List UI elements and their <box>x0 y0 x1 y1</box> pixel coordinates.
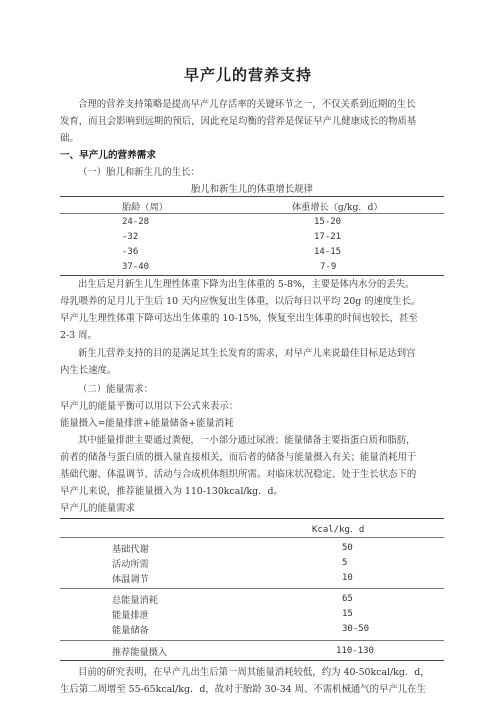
table1-caption: 胎儿和新生儿的体重增长规律 <box>191 184 313 195</box>
table-row <box>60 570 444 585</box>
table-cell: -36 <box>122 246 139 257</box>
energy-paragraph <box>60 432 444 500</box>
table-row <box>60 540 444 555</box>
section-heading <box>60 147 444 181</box>
text-line: 早产儿生理性体重下降可达出生体重的 10-15%，恢复至出生体重的时间也较长，甚至 <box>60 313 418 324</box>
table-cell: 15-20 <box>314 216 342 227</box>
table-cell: 10 <box>342 572 353 583</box>
table2-group2 <box>60 591 444 636</box>
text-line: 生后第二周增至 55-65kcal/kg．d，故对于胎龄 30-34 周、不需机械通气的早产儿在生 <box>60 684 426 695</box>
table-cell: 推荐能量摄入 <box>112 646 168 658</box>
table2-group-rule <box>60 588 444 589</box>
text-line: 新生儿营养支持的目的是满足其生长发育的需求，对早产儿来说最佳目标是达到宫 <box>78 348 416 359</box>
table1-header-cell: 胎龄（周） <box>122 201 168 213</box>
table-cell: 110-130 <box>336 645 374 656</box>
text-line: 合理的营养支持策略是提高早产儿存活率的关键环节之一，不仅关系到近期的生长 <box>78 99 416 110</box>
text-line: 目前的研究表明，在早产儿出生后第一周其能量消耗较低，约为 40-50kcal/kg．d， <box>78 667 430 678</box>
table-cell: 14-15 <box>314 246 342 257</box>
text-line: 发育，而且会影响到远期的预后，因此充足均衡的营养是保证早产儿健康成长的物质基 <box>60 116 417 127</box>
subheading: （二）能量需求： <box>78 384 154 395</box>
table-row <box>60 606 444 621</box>
table-row <box>60 259 444 274</box>
research-paragraph <box>60 664 444 698</box>
table-row <box>60 214 444 229</box>
table2-group1 <box>60 540 444 585</box>
table2-total <box>60 643 444 658</box>
table-row <box>60 591 444 606</box>
table-cell: 37-40 <box>122 261 150 272</box>
table-row <box>60 621 444 636</box>
table2-top-rule <box>60 518 444 519</box>
text-line: 基础代谢、体温调节、活动与合成机体组织所需。对临床状况稳定、处于生长状态下的 <box>60 469 417 480</box>
table2-caption-text: 早产儿的能量需求 <box>60 503 136 514</box>
table-cell: 能量排泄 <box>112 609 149 621</box>
table-cell: 体温调节 <box>112 573 149 585</box>
text-line: 2-3 周。 <box>60 330 97 341</box>
table2-unit: Kcal/kg．d <box>312 525 365 535</box>
table-cell: 24-28 <box>122 216 150 227</box>
table1-top-rule <box>60 196 444 197</box>
table-row <box>60 555 444 570</box>
text-line: 前者的储备与蛋白质的摄入量直接相关，而后者的储备与能量摄入有关；能量消耗用于 <box>60 452 417 463</box>
table-row <box>60 244 444 259</box>
table-cell: 15 <box>342 608 353 619</box>
table2-caption <box>60 500 444 517</box>
energy-section <box>60 381 444 432</box>
table2-bottom-rule <box>60 660 444 661</box>
text-line: 内生长速度。 <box>60 365 117 376</box>
table-row <box>60 643 444 658</box>
goal-paragraph <box>60 345 444 379</box>
table2-total-rule <box>60 640 444 641</box>
table-cell: 能量储备 <box>112 624 149 636</box>
text-line: 础。 <box>60 133 79 144</box>
table-cell: 活动所需 <box>112 558 149 570</box>
table-cell: -32 <box>122 231 139 242</box>
table1-header-cell: 体重增长（g/kg．d） <box>292 201 383 213</box>
table-cell: 基础代谢 <box>112 543 149 555</box>
table-row <box>60 229 444 244</box>
table-cell: 5 <box>342 557 348 568</box>
table-cell: 总能量消耗 <box>112 594 158 606</box>
formula: 能量摄入=能量排泄+能量储备+能量消耗 <box>60 418 234 429</box>
text-line: 早产儿来说，推荐能量摄入为 110-130kcal/kg．d。 <box>60 486 283 497</box>
table1-header <box>60 198 444 213</box>
table2-header-rule <box>60 537 444 538</box>
table-cell: 30-50 <box>342 623 370 634</box>
text-line: 早产儿的能量平衡可以用以下公式来表示： <box>60 401 239 412</box>
table-cell: 7-9 <box>320 261 337 272</box>
text-line: 出生后足月新生儿生理性体重下降为出生体重的 5-8%，主要是体内水分的丢失。 <box>78 279 415 290</box>
text-line: 其中能量排泄主要通过粪便，一小部分通过尿液；能量储备主要指蛋白质和脂肪， <box>78 435 416 446</box>
subheading: （一）胎儿和新生儿的生长： <box>78 167 200 178</box>
text-line: 母乳喂养的足月儿于生后 10 天内应恢复出生体重，以后每日以平均 20g 的速度生长。 <box>60 296 421 307</box>
table2-header <box>60 521 444 536</box>
intro-paragraph <box>60 96 444 147</box>
growth-paragraph <box>60 276 444 344</box>
table-cell: 50 <box>342 542 353 553</box>
table1-body <box>60 214 444 274</box>
page-title: 早产儿的营养支持 <box>183 66 312 84</box>
table-cell: 65 <box>342 593 353 604</box>
table-cell: 17-21 <box>314 231 342 242</box>
section-heading-text: 一、早产儿的营养需求 <box>60 150 156 161</box>
